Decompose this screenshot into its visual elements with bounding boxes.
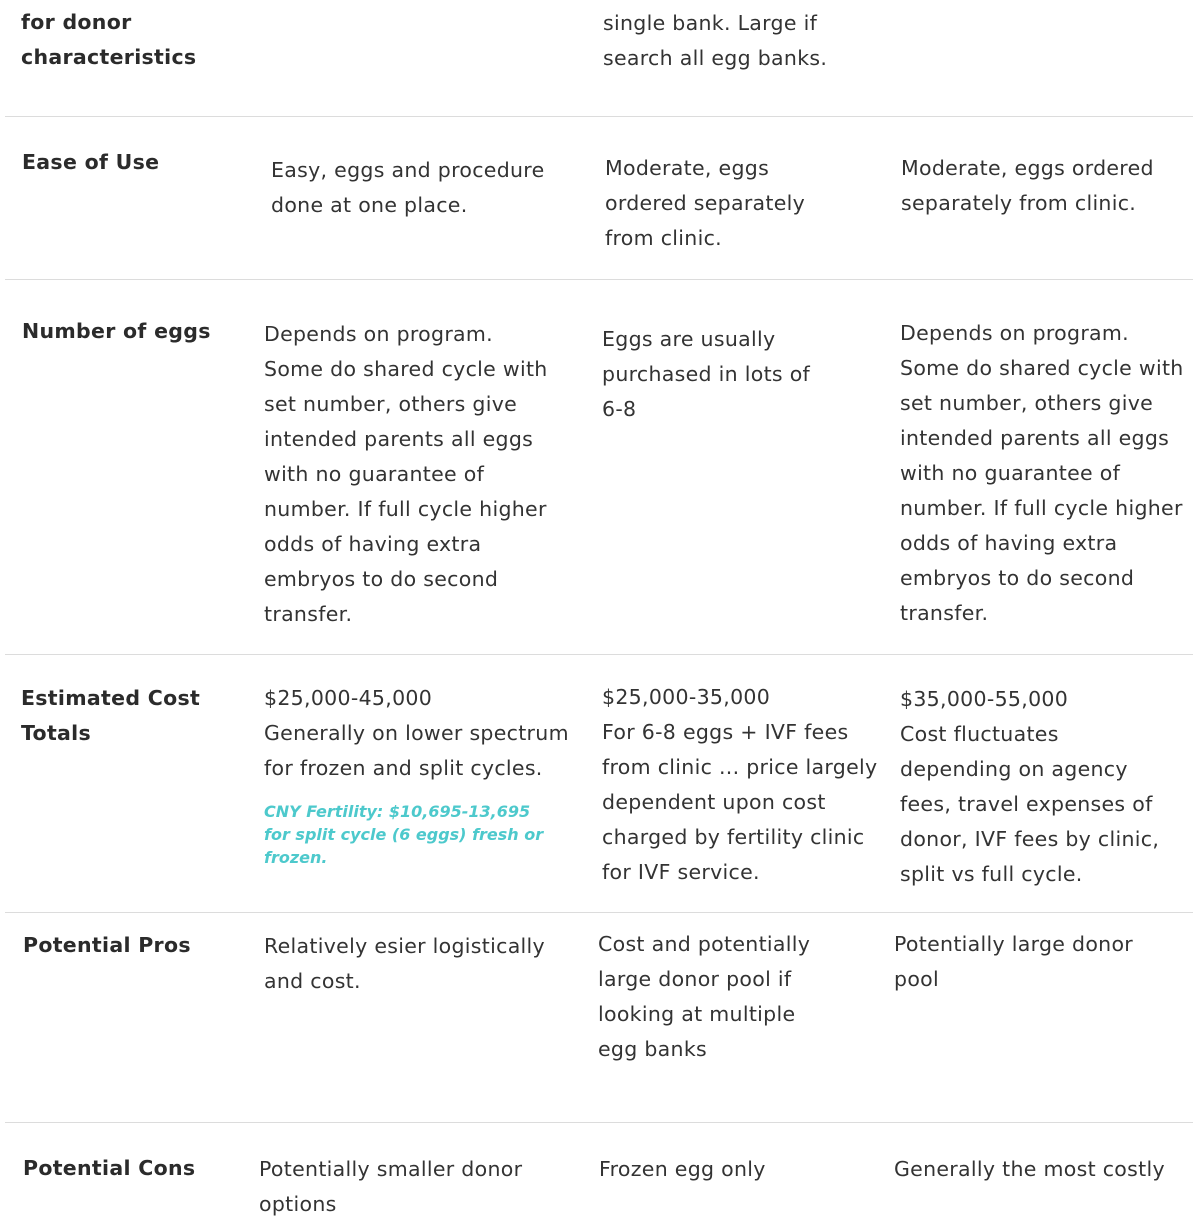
cell-bank-potential-pros-clip [598,927,888,1061]
cell-agency-donor-pool [901,0,1069,6]
cell-agency-ease-of-use: Moderate, eggs ordered separately from clinic. [901,156,1154,215]
cell-bank-potential-cons: Frozen egg only [599,1157,766,1181]
row-ease-of-use [0,117,1200,280]
cell-bank-potential-pros: Cost and potentially large donor pool if looking at multiple egg banks [598,932,811,1061]
row-label-potential-cons: Potential Cons [23,1156,196,1180]
cell-bank-estimated-cost: $25,000-35,000 For 6-8 eggs + IVF fees from clinic ... price largely dependent upon cost charged by fertility clinic for IVF service. [602,685,878,884]
cell-clinic-number-of-eggs: Depends on program. Some do shared cycle with set number, others give intended parents all eggs with no guarantee of number. If full cycle higher odds of having extra embryos to do second transfer. [264,322,548,626]
cell-clinic-estimated-cost: $25,000-45,000 Generally on lower spectrum for frozen and split cycles. [264,686,569,780]
row-label-potential-pros: Potential Pros [23,933,191,957]
cell-clinic-potential-pros: Relatively esier logistically and cost. [264,934,545,993]
row-label-ease-of-use: Ease of Use [22,150,160,174]
cell-bank-number-of-eggs: Eggs are usually purchased in lots of 6-8 [602,327,811,421]
row-estimated-cost [0,655,1200,913]
cell-agency-potential-pros: Potentially large donor pool [894,932,1134,991]
row-number-of-eggs [0,280,1200,655]
row-potential-cons [0,1123,1200,1216]
row-potential-pros [0,913,1200,1123]
cell-bank-donor-pool: single bank. Large if search all egg banks. [603,11,828,70]
cell-clinic-potential-cons: Potentially smaller donor options [259,1157,523,1216]
cell-agency-potential-cons: Generally the most costly [894,1157,1165,1181]
row-label-number-of-eggs: Number of eggs [22,319,211,343]
cell-agency-estimated-cost: $35,000-55,000 Cost fluctuates depending on agency fees, travel expenses of donor, IVF fees by clinic, split vs full cycle. [900,687,1160,886]
row-donor-pool [0,0,1200,117]
cell-clinic-donor-pool [269,0,548,6]
cell-clinic-ease-of-use: Easy, eggs and procedure done at one place. [271,158,545,217]
row-label-donor-pool: for donor characteristics [21,10,197,69]
row-label-estimated-cost: Estimated Cost Totals [21,686,201,745]
cell-agency-number-of-eggs: Depends on program. Some do shared cycle with set number, others give intended parents all eggs with no guarantee of number. If full cycle higher odds of having extra embryos to do second transfer. [900,321,1184,625]
cny-fertility-cost-note: CNY Fertility: $10,695-13,695 for split cycle (6 eggs) fresh or frozen. [264,802,544,867]
cell-bank-ease-of-use: Moderate, eggs ordered separately from clinic. [605,156,806,250]
